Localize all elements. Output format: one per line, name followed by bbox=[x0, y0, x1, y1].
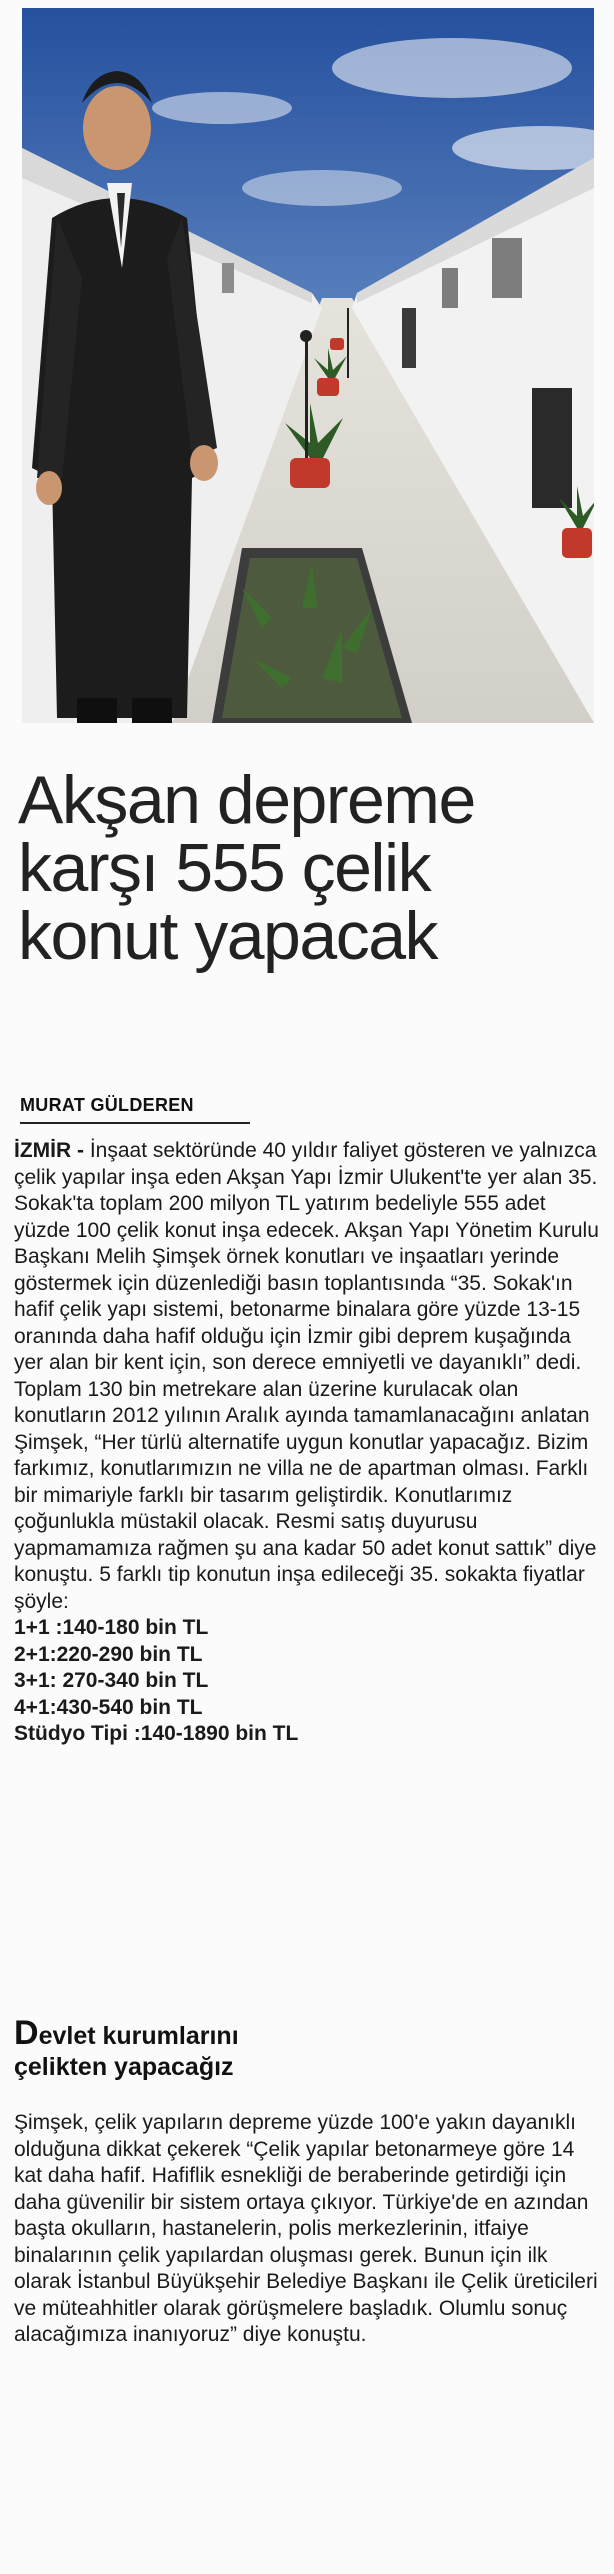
headline-line-1: Akşan depreme bbox=[18, 762, 475, 838]
article-body bbox=[14, 1138, 599, 1748]
subheading-initial: D bbox=[14, 2014, 39, 2052]
price-item: 1+1 :140-180 bin TL bbox=[14, 1616, 209, 1639]
price-item: 2+1:220-290 bin TL bbox=[14, 1642, 203, 1666]
headline-line-2: karşı 555 çelik bbox=[18, 830, 431, 906]
headline-line-3: konut yapacak bbox=[18, 898, 438, 974]
price-item: Stüdyo Tipi :140-1890 bin TL bbox=[14, 1722, 299, 1745]
price-item: 3+1: 270-340 bin TL bbox=[14, 1669, 209, 1692]
body-text: İnşaat sektöründe 40 yıldır faliyet gösteren ve yalnızca çelik yapılar inşa eden Akşan Yapı İzmir Ulukent'te yer alan 35. Sokak'ta toplam 200 milyon TL yatırım bedeliyle 555 adet yüzde 100 çelik konut inşa edecek. Akşan Yapı Yönetim Kurulu Başkanı Melih Şimşek örnek konutları ve inşaatları yerinde göstermek için düzenlediği basın toplantısında “35. Sokak'ın hafif çelik yapı sistemi, betonarme binalara göre yüzde 13-15 oranında daha hafif olduğu için İzmir gibi deprem kuşağında yer alan bir kent için, son derece emniyetli ve dayanıklı” dedi. Toplam 130 bin metrekare alan üzerine kurulacak olan konutların 2012 yılının Aralık ayında tamamlanacağını anlatan Şimşek, “Her türlü alternatife uygun konutlar yapacağız. Bizim farkımız, konutlarımızın ne villa ne de apartman olması. Farklı bir mimariyle farklı bir tasarım geliştirdik. Konutlarımız çoğunlukla müstakil olacak. Resmi satış duyurusu yapmamamıza rağmen şu ana kadar 50 adet konut sattık” diye konuştu. 5 farklı tip konutun inşa edileceği 35. sokakta fiyatlar şöyle: bbox=[14, 1139, 599, 1613]
subheading bbox=[14, 2014, 599, 2083]
price-item: 4+1:430-540 bin TL bbox=[14, 1695, 203, 1719]
article-paragraph bbox=[14, 1138, 599, 1615]
subheading-line-1: evlet kurumlarını bbox=[38, 2022, 239, 2050]
dateline: İZMİR - bbox=[14, 1139, 84, 1162]
price-list bbox=[14, 1615, 599, 1748]
article-body-2 bbox=[14, 2110, 599, 2349]
headline bbox=[18, 762, 608, 974]
subheading-line-2: çelikten yapacağız bbox=[14, 2053, 234, 2081]
byline: MURAT GÜLDEREN bbox=[20, 1095, 250, 1124]
article-photo bbox=[22, 8, 594, 723]
body2-text: Şimşek, çelik yapıların depreme yüzde 100'e yakın dayanıklı olduğuna dikkat çekerek “Çelik yapılar betonarmeye göre 14 kat daha hafif. Hafiflik esnekliği de beraberinde getirdiği için daha güvenilir bir sistem ortaya çıkıyor. Türkiye'de en azından başta okulların, hastanelerin, polis merkezlerinin, itfaiye binalarının çelik yapılardan oluşması gerek. Bunun için ilk olarak İstanbul Büyükşehir Belediye Başkanı ile Çelik üreticileri ve müteahhitler olarak görüşmelere başladık. Olumlu sonuç alacağımıza inanıyoruz” diye konuştu. bbox=[14, 2111, 598, 2346]
